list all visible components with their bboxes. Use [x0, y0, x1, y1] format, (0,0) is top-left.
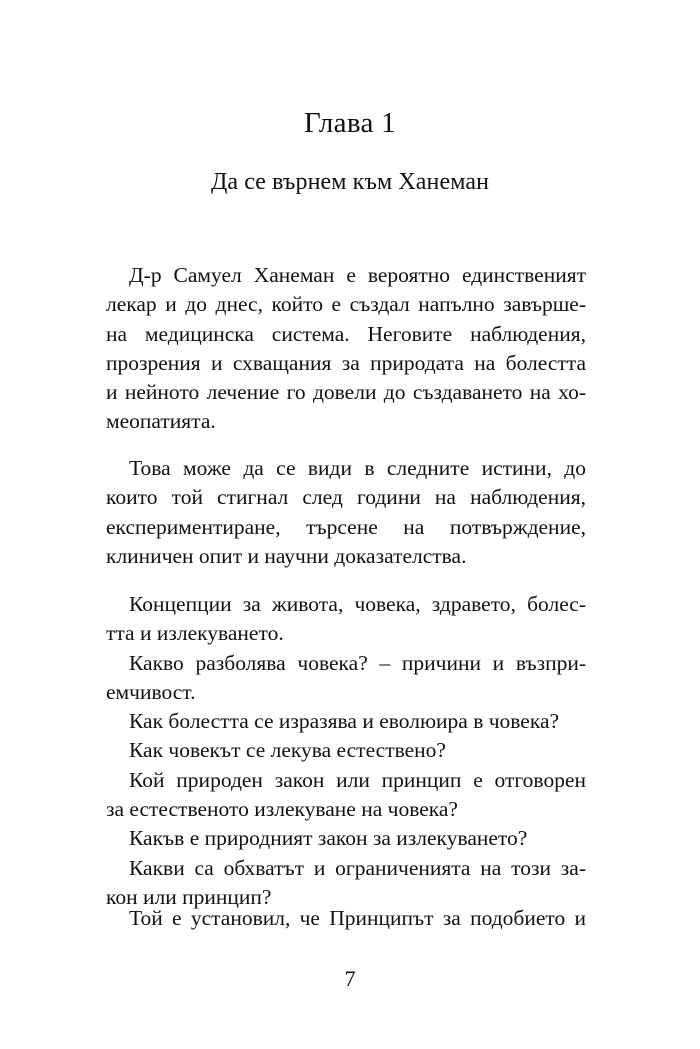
- text-line: Той е установил, че Принципът за подобието и: [129, 906, 586, 930]
- paragraph-3: [106, 590, 586, 912]
- text-line: за естественото излекуване на човека?: [106, 797, 458, 822]
- text-line: Концепции за живота, човека, здравето, болес-: [129, 592, 586, 616]
- paragraph-4: [106, 904, 586, 933]
- page-number: 7: [344, 966, 356, 991]
- text-line: които той стигнал след години на наблюдения,: [106, 485, 586, 510]
- text-line: прозрения и схващания за природата на болестта: [106, 350, 586, 375]
- text-line: Кой природен закон или принцип е отговорен: [129, 767, 586, 792]
- text-line: Как болестта се изразява и еволюира в човека?: [129, 709, 560, 734]
- text-line: и нейното лечение го довели до създаването на хо-: [106, 380, 586, 405]
- text-line: меопатията.: [106, 409, 216, 434]
- text-line: клиничен опит и научни доказателства.: [106, 543, 467, 568]
- text-line: експериментиране, търсене на потвърждение,: [106, 514, 586, 539]
- text-line: Това може да се види в следните истини, до: [129, 456, 586, 480]
- paragraph-2: [106, 454, 586, 571]
- text-line: Как човекът се лекува естествено?: [129, 738, 446, 763]
- text-line: Д-р Самуел Ханеман е вероятно единственият: [129, 263, 586, 287]
- text-line: кон или принцип?: [106, 884, 272, 909]
- text-line: Какви са обхватът и ограниченията на този за-: [129, 855, 586, 880]
- text-line: Какъв е природният закон за излекуването?: [129, 826, 528, 851]
- text-line: Какво разболява човека? – причини и възпри-: [129, 650, 586, 675]
- chapter-title: Глава 1: [304, 107, 396, 139]
- paragraph-1: [106, 261, 586, 437]
- chapter-subtitle: Да се върнем към Ханеман: [210, 169, 490, 195]
- text-line: на медицинска система. Неговите наблюдения,: [106, 321, 586, 346]
- text-line: лекар и до днес, който е създал напълно завърше-: [106, 292, 586, 317]
- text-line: тта и излекуването.: [106, 621, 284, 646]
- text-line: емчивост.: [106, 679, 196, 704]
